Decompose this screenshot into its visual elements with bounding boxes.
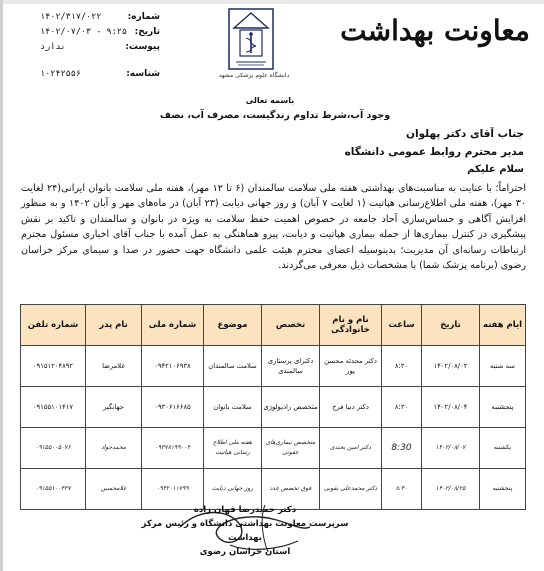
greeting: سلام علیکم: [467, 164, 524, 175]
cell-date: ۱۴۰۲/۰۸/۰۴: [422, 387, 480, 428]
table-row: [21, 387, 526, 428]
cell-name: دکتر دنیا فرخ: [320, 387, 382, 428]
cell-name: دکتر محدثه محسن پور: [320, 346, 382, 387]
cell-day: پنجشنبه: [480, 469, 526, 510]
cell-date: ۱۴۰۲/۰۸/۲۵: [422, 469, 480, 510]
cell-father: غلامرضا: [86, 346, 142, 387]
cell-time: ۸:۳۰: [382, 346, 422, 387]
meta-attachment: [40, 40, 160, 55]
bism-heading: باسمه تعالی: [245, 96, 295, 105]
table-row: [21, 346, 526, 387]
cell-national-id: ۰۹۳۷۸۱۹۹۰۰۴: [142, 428, 204, 469]
cell-topic: روز جهانی دیابت: [204, 469, 262, 510]
letter-meta: [40, 10, 160, 82]
cell-specialty: دکترای پرستاری سالمندی: [262, 346, 320, 387]
cell-date: ۱۴۰۲/۰۸/۰۷: [422, 428, 480, 469]
cell-topic: سلامت بانوان: [204, 387, 262, 428]
letter-body: احتراماً؛ با عنایت به مناسبت‌های بهداشتی هفته ملی سلامت سالمندان (۶ تا ۱۲ مهر)، هفته ملی سلامت بانوان ایرانی(۲۴ لغایت ۳۰ مهر)، هفته ملی اطلاع‌رسانی هپاتیت (۱ لغایت ۷ آبان) و روز جهانی دیابت (۲۳ آبان) در ماه‌های مهر و آبان ۱۴۰۲ و به منظور افزایش آگاهی و حساس‌سازی آحاد جامعه در خصوص اهمیت حفظ سلامت به ویژه در بانوان و سالمندان و تاکید بر نقش پیشگیری در کنترل بیماری‌ها از جمله بیماری هپاتیت و دیابت، پیرو هماهنگی به عمل آمده با جناب آقای اخباری مسئول محترم ارتباطات رسانه‌ای آن مدیریت؛ بدینوسیله اعضای محترم هیئت علمی دانشگاه جهت حضور در صدا و سیمای مرکز خراسان رضوی (برنامه پزشک شما) با مشخصات ذیل معرفی می‌گردند.: [21, 183, 527, 272]
cell-topic: سلامت سالمندان: [204, 346, 262, 387]
addressee-role: مدیر محترم روابط عمومی دانشگاه: [344, 146, 524, 158]
meta-date-label: تاریخ:: [134, 27, 160, 37]
signer-name: دکتر حمیدرضا قهان زاده: [193, 505, 297, 515]
header-topic: موضوع: [204, 305, 262, 346]
header-phone: شماره تلفن: [21, 305, 86, 346]
cell-time: 8:30: [382, 428, 422, 469]
meta-number: [40, 10, 160, 25]
cell-national-id: ۰۹۳۰۶۱۶۶۸۵: [142, 387, 204, 428]
logo-caption: دانشگاه علوم پزشکی مشهد: [218, 72, 290, 79]
header-day: ایام هفته: [480, 305, 526, 346]
signer-region: استان خراسان رضوی: [199, 547, 291, 557]
cell-day: یکشنبه: [480, 428, 526, 469]
meta-date-value: ۱۴۰۲/۰۷/۰۳ - ۹:۲۵: [40, 27, 127, 37]
cell-phone: ۰۹۱۵۱۲۰۴۸۹۲: [21, 346, 86, 387]
page-left-edge: [0, 0, 3, 571]
meta-number-value: ۱۴۰۲/۳۱۷/۰۲۲: [40, 12, 102, 22]
cell-time: ۸:۳۰: [382, 387, 422, 428]
brand-title: معاونت بهداشت: [340, 14, 530, 47]
cell-date: ۱۴۰۲/۰۸/۰۲: [422, 346, 480, 387]
cell-day: سه شنبه: [480, 346, 526, 387]
motto-line: وجود آب،شرط تداوم زندگیست، مصرف آب، نصف: [159, 110, 391, 121]
table-header-row: [21, 305, 526, 346]
page-top-edge: [0, 0, 544, 4]
cell-name: دکتر امین بحندی: [320, 428, 382, 469]
header-date: تاریخ: [422, 305, 480, 346]
table-row: [21, 428, 526, 469]
cell-specialty: متخصص رادیولوژی: [262, 387, 320, 428]
cell-specialty: متخصص بیماری‌های عفونی: [262, 428, 320, 469]
cell-phone: ۰۹۱۵۵۱۰۱۴۱۷: [21, 387, 86, 428]
header-time: ساعت: [382, 305, 422, 346]
meta-shenase-value: ۱۰۲۴۲۵۵۶: [40, 69, 81, 79]
cell-national-id: ۰۹۴۲۰۱۱۷۹۹: [142, 469, 204, 510]
header-father: نام پدر: [86, 305, 142, 346]
cell-phone: ۰۹۱۵۵۰۰۵۰۷۶: [21, 428, 86, 469]
schedule-table: [20, 304, 526, 510]
meta-attachment-label: پیوست:: [125, 42, 160, 52]
cell-father: محمدجواد: [86, 428, 142, 469]
cell-national-id: ۰۹۴۲۱۰۶۹۳۸: [142, 346, 204, 387]
signature-block: [130, 503, 360, 559]
cell-time: ۸:۳۰: [382, 469, 422, 510]
header-national-id: شماره ملی: [142, 305, 204, 346]
cell-father: جهانگیر: [86, 387, 142, 428]
addressee: جناب آقای دکتر پهلوان: [406, 128, 524, 140]
cell-day: پنجشنبه: [480, 387, 526, 428]
university-logo-icon: [228, 8, 274, 70]
signer-title: سرپرست معاونت بهداشتی دانشگاه و رئیس مرکز بهداشت: [141, 519, 349, 543]
meta-shenase-label: شناسه:: [126, 69, 160, 79]
header-name: نام و نام خانوادگی: [320, 305, 382, 346]
cell-specialty: فوق تخصص غدد: [262, 469, 320, 510]
cell-father: غلامحسین: [86, 469, 142, 510]
cell-name: دکتر محمدعلی یقوبی: [320, 469, 382, 510]
meta-date: [40, 25, 160, 40]
header-specialty: تخصص: [262, 305, 320, 346]
meta-attachment-value: ندارد: [40, 42, 66, 52]
cell-phone: ۰۹۱۵۵۱۰۰۴۳۷: [21, 469, 86, 510]
meta-shenase: [40, 67, 160, 82]
meta-number-label: شماره:: [127, 12, 160, 22]
cell-topic: هفته ملی اطلاع رسانی هپاتیت: [204, 428, 262, 469]
